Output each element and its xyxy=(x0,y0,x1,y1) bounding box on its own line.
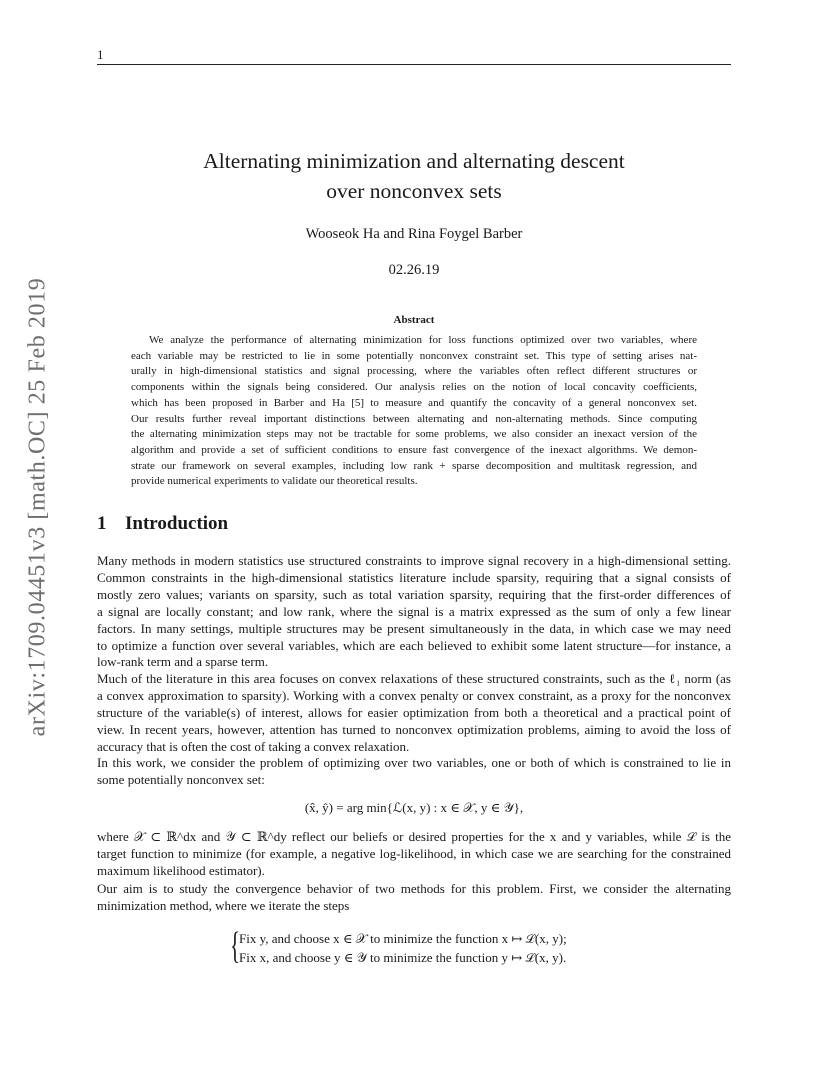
body-line: to optimize a function over several variables, which are each believed to exhibit some latent structure—for instance, a xyxy=(97,637,731,653)
body-line: In this work, we consider the problem of optimizing over two variables, one or both of which is constrained to lie in xyxy=(97,755,731,770)
intro-paragraph-3 xyxy=(97,755,731,789)
left-brace: { xyxy=(230,925,241,967)
paper-authors: Wooseok Ha and Rina Foygel Barber xyxy=(305,226,523,242)
title-line-1: Alternating minimization and alternating descent xyxy=(203,149,625,173)
intro-paragraph-1 xyxy=(97,553,731,671)
abstract-line: the alternating minimization steps may not be tractable for some problems, we also consider an inexact version of the xyxy=(131,428,697,441)
case-step-1: Fix y, and choose x ∈ 𝒳 to minimize the function x ↦ ℒ(x, y); xyxy=(239,931,567,946)
paper-date: 02.26.19 xyxy=(388,262,440,278)
section-title: Introduction xyxy=(125,513,229,534)
abstract-line: strate our framework on several examples, including low rank + sparse decomposition and multitask regression, and xyxy=(131,459,697,472)
section-heading xyxy=(97,513,228,535)
paper-title xyxy=(97,146,731,206)
body-line: target function to minimize (for example, a negative log-likelihood, in which case we are searching for the constrained xyxy=(97,845,731,861)
body-line: Our aim is to study the convergence behavior of two methods for this problem. First, we consider the alternating xyxy=(97,881,731,896)
abstract-body xyxy=(131,333,697,490)
abstract-line: algorithm and provide a set of sufficient conditions to ensure fast convergence of the inexact algorithms. We demon- xyxy=(131,443,697,456)
body-line: accuracy that is often the cost of taking a convex relaxation. xyxy=(97,738,410,754)
body-line: some potentially nonconvex set: xyxy=(97,771,265,787)
header-rule xyxy=(97,64,731,65)
intro-paragraph-4 xyxy=(97,829,731,880)
body-line: factors. In many settings, multiple structures may be present simultaneously in the data, in which case we may need xyxy=(97,620,731,636)
intro-paragraph-2 xyxy=(97,671,731,756)
abstract-line: Our results further reveal important distinctions between alternating and non-alternating methods. Since computing xyxy=(131,412,697,425)
body-line: where 𝒳 ⊂ ℝ^dx and 𝒴 ⊂ ℝ^dy reflect our beliefs or desired properties for the x and y variables, while ℒ is the xyxy=(97,829,731,844)
body-line: Common constraints in the high-dimensional statistics literature include sparsity, requiring that a signal consists of xyxy=(97,569,731,585)
body-line: maximum likelihood estimator). xyxy=(97,862,265,878)
abstract-line: We analyze the performance of alternating minimization for loss functions optimized over two variables, where xyxy=(149,334,697,346)
display-equation: (x̂, ŷ) = arg min{ℒ(x, y) : x ∈ 𝒳, y ∈ 𝒴}, xyxy=(304,800,524,815)
body-line: Much of the literature in this area focuses on convex relaxations of these structured constraints, such as the ℓ₁ norm (as xyxy=(97,671,731,686)
section-number: 1 xyxy=(97,513,107,534)
body-line: view. In recent years, however, attention has turned to nonconvex optimization problems, aiming to avoid the loss of xyxy=(97,721,731,737)
abstract-line: which has been proposed in Barber and Ha [5] to measure and quantify the concavity of a general nonconvex set. xyxy=(131,396,697,409)
arxiv-stamp-text: arXiv:1709.04451v3 [math.OC] 25 Feb 2019 xyxy=(24,277,51,737)
body-line: a convex approximation to sparsity). Working with a convex penalty or convex constraint, as a proxy for the nonconvex xyxy=(97,687,731,703)
abstract-line: urally in high-dimensional statistics and signal processing, where the variables often reflect different structures or xyxy=(131,365,697,378)
abstract-line: components within the signals being considered. Our analysis relies on the notion of local concavity coefficients, xyxy=(131,381,697,394)
case-step-2: Fix x, and choose y ∈ 𝒴 to minimize the function y ↦ ℒ(x, y). xyxy=(239,950,567,965)
page-number: 1 xyxy=(97,47,104,62)
body-line: Many methods in modern statistics use structured constraints to improve signal recovery in a high-dimensional setting. xyxy=(97,553,731,568)
abstract-heading: Abstract xyxy=(393,314,435,326)
abstract-line: each variable may be restricted to lie in some potentially nonconvex constraint set. This type of setting arises nat- xyxy=(131,349,697,362)
case-lines xyxy=(239,929,567,967)
body-line: structure of the variable(s) of interest, allows for easier optimization from both a theoretical and a practical point of xyxy=(97,704,731,720)
body-line: mostly zero values; variants on sparsity, such as total variation sparsity, requiring that the first-order differences of xyxy=(97,586,731,602)
title-line-2: over nonconvex sets xyxy=(326,179,502,203)
body-line: low-rank term and a sparse term. xyxy=(97,654,269,670)
body-line: minimization method, where we iterate the steps xyxy=(97,897,350,913)
intro-paragraph-5 xyxy=(97,881,731,915)
abstract-line: provide numerical experiments to validate our theoretical results. xyxy=(131,475,418,488)
body-line: a signal are locally constant; and low rank, where the signal is a matrix expressed as the sum of only a few linear xyxy=(97,603,731,619)
